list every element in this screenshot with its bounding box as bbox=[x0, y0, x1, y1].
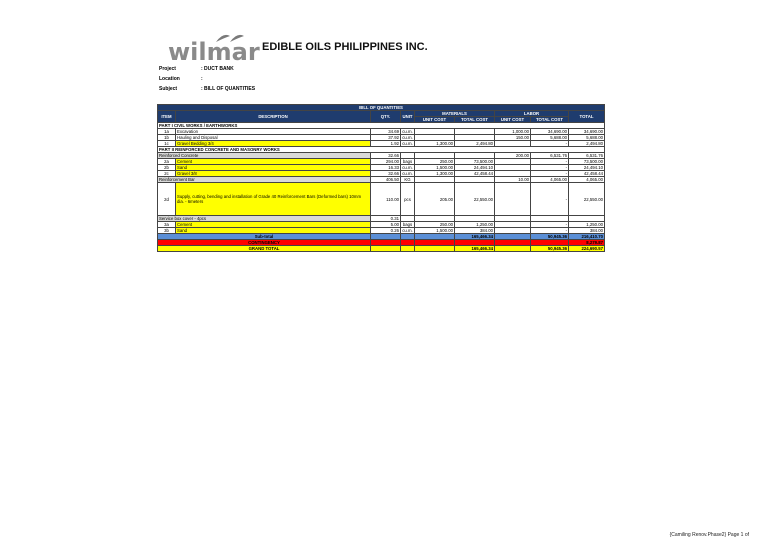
cell-lab-total-cost: 4,065.00 bbox=[531, 177, 569, 183]
subtotal-total: 216,410.70 bbox=[569, 234, 605, 240]
cell-lab-unit-cost: 10.00 bbox=[495, 177, 531, 183]
meta-value: : BILL OF QUANTITIES bbox=[201, 86, 256, 92]
cell-mat-unit-cost: 1,300.00 bbox=[415, 141, 455, 147]
cell-mat-unit-cost: 1,300.00 bbox=[415, 171, 455, 177]
cell-unit: bags bbox=[401, 222, 415, 228]
cell-lab-total-cost: - bbox=[531, 165, 569, 171]
cell-unit: cu.m. bbox=[402, 135, 413, 140]
col-labor: LABOR bbox=[495, 111, 569, 117]
group-heading: Reinforced Concrete bbox=[158, 153, 371, 159]
cell-lab-total-cost: - bbox=[531, 171, 569, 177]
col-qty: QTY. bbox=[371, 111, 401, 123]
cell-qty: 1.92 bbox=[371, 141, 401, 147]
subtotal-materials: 165,466.34 bbox=[455, 234, 495, 240]
cell-qty: 32.66 bbox=[371, 153, 401, 159]
meta-value: : DUCT BANK bbox=[201, 66, 234, 72]
col-unit: UNIT bbox=[401, 111, 415, 123]
boq-title: BILL OF QUANTITIES bbox=[158, 105, 605, 111]
col-description: DESCRIPTION bbox=[176, 111, 371, 123]
section-heading: PART II REINFORCED CONCRETE AND MASONRY WORKS bbox=[158, 147, 605, 153]
cell-total: 384.00 bbox=[569, 228, 605, 234]
cell-total: 2,494.80 bbox=[569, 141, 605, 147]
cell-lab-total-cost: 5,688.00 bbox=[531, 135, 569, 141]
meta-label: Subject bbox=[159, 86, 178, 92]
cell-mat-unit-cost: 1,500.00 bbox=[415, 228, 455, 234]
col-total: TOTAL bbox=[569, 111, 605, 123]
cell-description: Cement bbox=[176, 159, 371, 165]
cell-qty: 0.31 bbox=[371, 216, 401, 222]
cell-description: Sand bbox=[176, 165, 371, 171]
cell-mat-unit-cost: 250.00 bbox=[415, 159, 455, 165]
cell-qty: 294.00 bbox=[371, 159, 401, 165]
col-lab-total-cost: TOTAL COST bbox=[531, 117, 569, 123]
cell-item: 1b bbox=[158, 135, 176, 141]
cell-unit: cu.m. bbox=[402, 228, 413, 233]
grand-total-materials: 165,466.34 bbox=[455, 246, 495, 252]
col-mat-total-cost: TOTAL COST bbox=[455, 117, 495, 123]
wilmar-logo bbox=[168, 34, 260, 66]
cell-description: Excavation bbox=[176, 129, 371, 135]
cell-qty: 32.66 bbox=[371, 171, 401, 177]
col-materials: MATERIALS bbox=[415, 111, 495, 117]
cell-mat-total-cost: 1,250.00 bbox=[455, 222, 495, 228]
cell-item: 3a bbox=[158, 222, 176, 228]
cell-lab-unit-cost: 200.00 bbox=[495, 153, 531, 159]
cell-lab-total-cost: 34,690.00 bbox=[531, 129, 569, 135]
col-lab-unit-cost: UNIT COST bbox=[495, 117, 531, 123]
cell-mat-unit-cost: 1,500.00 bbox=[415, 165, 455, 171]
cell-description: Supply, cutting, bending and installation of Grade 40 Reinforcement Bars (Deformed bars) 10mm dia. - 6meters bbox=[176, 183, 371, 216]
cell-unit: KG bbox=[401, 177, 415, 183]
cell-unit: cu.m. bbox=[402, 171, 413, 176]
cell-item: 2b bbox=[158, 165, 176, 171]
grand-total-labor: 50,945.36 bbox=[531, 246, 569, 252]
cell-description: Sand bbox=[176, 228, 371, 234]
col-mat-unit-cost: UNIT COST bbox=[415, 117, 455, 123]
cell-item: 1c bbox=[158, 141, 176, 147]
page-footer: {Camiling Renov.Phase2} Page 1 of bbox=[669, 532, 749, 538]
cell-lab-total-cost: - bbox=[531, 228, 569, 234]
meta-label: Project bbox=[159, 66, 176, 72]
cell-mat-total-cost: 73,500.00 bbox=[455, 159, 495, 165]
cell-unit: cu.m. bbox=[402, 129, 413, 134]
company-name: EDIBLE OILS PHILIPPINES INC. bbox=[262, 41, 428, 53]
cell-total: 34,690.00 bbox=[569, 129, 605, 135]
cell-item: 2a bbox=[158, 159, 176, 165]
cell-unit: bags bbox=[401, 159, 415, 165]
cell-total: 4,065.00 bbox=[569, 177, 605, 183]
grand-total: 224,690.57 bbox=[569, 246, 605, 252]
cell-mat-total-cost: 24,494.10 bbox=[455, 165, 495, 171]
col-item: ITEM bbox=[158, 111, 176, 123]
cell-total: 73,500.00 bbox=[569, 159, 605, 165]
cell-qty: 110.00 bbox=[371, 183, 401, 216]
cell-mat-total-cost: 22,550.00 bbox=[455, 183, 495, 216]
meta-label: Location bbox=[159, 76, 180, 82]
cell-total: 6,531.76 bbox=[569, 153, 605, 159]
cell-description: Gravel 3/8 bbox=[176, 171, 371, 177]
cell-description: Gravel Bedding 3/4 bbox=[176, 141, 371, 147]
subtotal-labor: 50,945.36 bbox=[531, 234, 569, 240]
cell-lab-unit-cost bbox=[495, 183, 531, 216]
contingency-total: 8,279.87 bbox=[569, 240, 605, 246]
cell-unit: cu.m. bbox=[402, 141, 413, 146]
group-heading: Reinforcement Bar bbox=[158, 177, 371, 183]
cell-qty: 0.26 bbox=[371, 228, 401, 234]
cell-mat-unit-cost: 205.00 bbox=[415, 183, 455, 216]
group-heading: Service box cover - 4pcs bbox=[158, 216, 371, 222]
cell-item: 3b bbox=[158, 228, 176, 234]
cell-qty: 5.00 bbox=[371, 222, 401, 228]
cell-lab-total-cost: - bbox=[531, 141, 569, 147]
cell-mat-total-cost: 384.00 bbox=[455, 228, 495, 234]
cell-total: 24,494.10 bbox=[569, 165, 605, 171]
grand-total-label: GRAND TOTAL bbox=[158, 246, 371, 252]
contingency-label: CONTINGENCY bbox=[158, 240, 371, 246]
cell-qty: 37.92 bbox=[371, 135, 401, 141]
cell-description: Hauling and Disposal bbox=[176, 135, 371, 141]
cell-total: 5,688.00 bbox=[569, 135, 605, 141]
cell-mat-unit-cost: 250.00 bbox=[415, 222, 455, 228]
cell-item: 1a bbox=[158, 129, 176, 135]
cell-total: 1,250.00 bbox=[569, 222, 605, 228]
cell-mat-total-cost: 42,458.44 bbox=[455, 171, 495, 177]
cell-qty: 16.33 bbox=[371, 165, 401, 171]
cell-lab-total-cost: 6,531.76 bbox=[531, 153, 569, 159]
boq-table bbox=[157, 104, 605, 252]
cell-total: 22,550.00 bbox=[569, 183, 605, 216]
cell-item: 2c bbox=[158, 171, 176, 177]
cell-item: 2d bbox=[158, 183, 176, 216]
cell-lab-unit-cost: 150.00 bbox=[495, 135, 531, 141]
cell-qty: 34.69 bbox=[371, 129, 401, 135]
cell-qty: 406.50 bbox=[371, 177, 401, 183]
cell-lab-total-cost: - bbox=[531, 222, 569, 228]
cell-lab-total-cost: - bbox=[531, 159, 569, 165]
logo-text: wilmar bbox=[168, 38, 260, 66]
subtotal-label: Sub-total bbox=[158, 234, 371, 240]
cell-total: 42,458.44 bbox=[569, 171, 605, 177]
cell-lab-unit-cost: 1,000.00 bbox=[495, 129, 531, 135]
cell-unit: cu.m. bbox=[402, 165, 413, 170]
cell-description: Cement bbox=[176, 222, 371, 228]
meta-value: : bbox=[201, 76, 203, 82]
cell-mat-total-cost: 2,494.80 bbox=[455, 141, 495, 147]
section-heading: PART I CIVIL WORKS / EARTHWORKS bbox=[158, 123, 605, 129]
cell-lab-total-cost: - bbox=[531, 183, 569, 216]
table-row bbox=[158, 183, 605, 216]
cell-unit: pcs bbox=[401, 183, 415, 216]
